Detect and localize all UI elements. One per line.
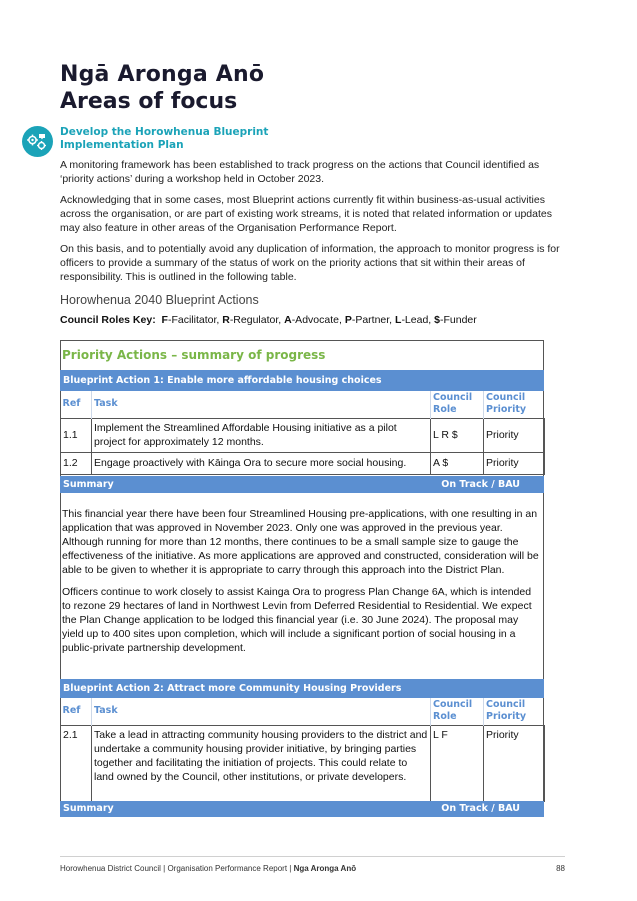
role-text: -Lead, — [401, 314, 435, 326]
role-code: A — [284, 314, 292, 326]
status-badge: On Track / BAU — [441, 479, 520, 490]
priority-actions-title: Priority Actions – summary of progress — [62, 348, 326, 362]
table-row — [61, 725, 545, 801]
footer-divider — [60, 856, 565, 857]
col-ref: Ref — [62, 398, 81, 410]
action-1-comment-2: Officers continue to work closely to assist Kainga Ora to progress Plan Change 6A, which is intended to rezone 29 hectares of land in Northwest Levin from Deferred Residential to Residential. We expect the Plan Change application to be lodged this financial year (i.e. 30 June 2024). The proposal may yield up to 400 sites upon completion, which will include a significant portion of social housing in a public-private partnership development. — [62, 586, 532, 654]
row-task: Implement the Streamlined Affordable Housing initiative as a pilot project for approximately 12 months. — [92, 418, 431, 452]
role-text: -Regulator, — [229, 314, 285, 326]
row-role: A $ — [431, 452, 484, 474]
intro-paragraph-3: On this basis, and to potentially avoid any duplication of information, the approach to monitor progress is for officers to provide a summary of the status of work on the priority actions that sit within their areas of responsibility. This is outlined in the following table. — [60, 243, 560, 283]
page-title-english: Areas of focus — [60, 89, 238, 114]
role-code: $ — [434, 314, 440, 326]
summary-label: Summary — [63, 803, 114, 814]
row-ref: 1.1 — [61, 418, 92, 452]
summary-label: Summary — [63, 479, 114, 490]
role-text: -Facilitator, — [167, 314, 223, 326]
page-title-maori: Ngā Aronga Anō — [60, 62, 265, 87]
roles-key-label: Council Roles Key: — [60, 314, 156, 326]
page-number: 88 — [556, 864, 565, 873]
row-ref: 2.1 — [61, 725, 92, 801]
col-task: Task — [92, 391, 431, 418]
role-code: P — [344, 314, 352, 326]
role-code: F — [161, 314, 168, 326]
role-text: -Partner, — [351, 314, 396, 326]
blueprint-gears-icon — [22, 126, 53, 157]
row-task: Take a lead in attracting community housing providers to the district and undertake a community housing provider initiative, by bringing parties together and facilitating the initiation of projects. This could relate to land owned by the Council, other institutions, or private developers. — [92, 725, 431, 801]
action-1-table — [60, 391, 545, 475]
table-header-row — [61, 391, 545, 418]
row-ref: 1.2 — [61, 452, 92, 474]
table-subheading: Horowhenua 2040 Blueprint Actions — [60, 293, 259, 307]
intro-paragraph-1: A monitoring framework has been established to track progress on the actions that Council identified as ‘priority actions’ during a workshop held in October 2023. — [60, 159, 540, 185]
action-2-heading: Blueprint Action 2: Attract more Community Housing Providers — [60, 679, 544, 698]
row-priority: Priority — [484, 418, 545, 452]
row-role: L F — [431, 725, 484, 801]
action-1-summary-bar — [60, 476, 544, 493]
action-1-heading: Blueprint Action 1: Enable more affordable housing choices — [60, 370, 544, 391]
col-task: Task — [92, 698, 431, 725]
action-1-comment-1: This financial year there have been four Streamlined Housing pre-applications, with one resulting in an application that was approved in November 2023. Only one was approved in the previous year. Although running for more than 12 months, there continues to be a small sample size to gauge the effectiveness of the initiative. As more applications are approved and constructed, consideration will be able to be given to whether it is appropriate to carry through this approach into the District Plan. — [62, 508, 539, 576]
role-code: R — [222, 314, 230, 326]
footer-org: Horowhenua District Council | Organisation Performance Report | — [60, 864, 294, 873]
action-2-table — [60, 698, 545, 802]
table-row — [61, 452, 545, 474]
table-row — [61, 418, 545, 452]
role-text: -Advocate, — [291, 314, 345, 326]
row-priority: Priority — [484, 725, 545, 801]
intro-paragraph-2: Acknowledging that in some cases, most Blueprint actions currently fit within business-as-usual activities across the organisation, or are part of existing work streams, it is noted that related information or updates may also feature in other areas of the Organisation Performance Report. — [60, 194, 552, 234]
col-priority: Council Priority — [484, 391, 545, 418]
page-footer — [60, 864, 565, 873]
roles-key — [60, 314, 477, 326]
col-role: Council Role — [431, 698, 484, 725]
row-task: Engage proactively with Kāinga Ora to secure more social housing. — [92, 452, 431, 474]
col-role: Council Role — [431, 391, 484, 418]
row-priority: Priority — [484, 452, 545, 474]
table-header-row — [61, 698, 545, 725]
col-ref: Ref — [62, 705, 81, 717]
col-priority: Council Priority — [484, 698, 545, 725]
section-title: Develop the Horowhenua Blueprint Implementation Plan — [60, 126, 269, 151]
row-role: L R $ — [431, 418, 484, 452]
role-text: -Funder — [439, 314, 477, 326]
footer-section: Nga Aronga Anō — [293, 864, 357, 873]
role-code: L — [395, 314, 402, 326]
action-2-summary-bar — [60, 801, 544, 817]
status-badge: On Track / BAU — [441, 803, 520, 814]
